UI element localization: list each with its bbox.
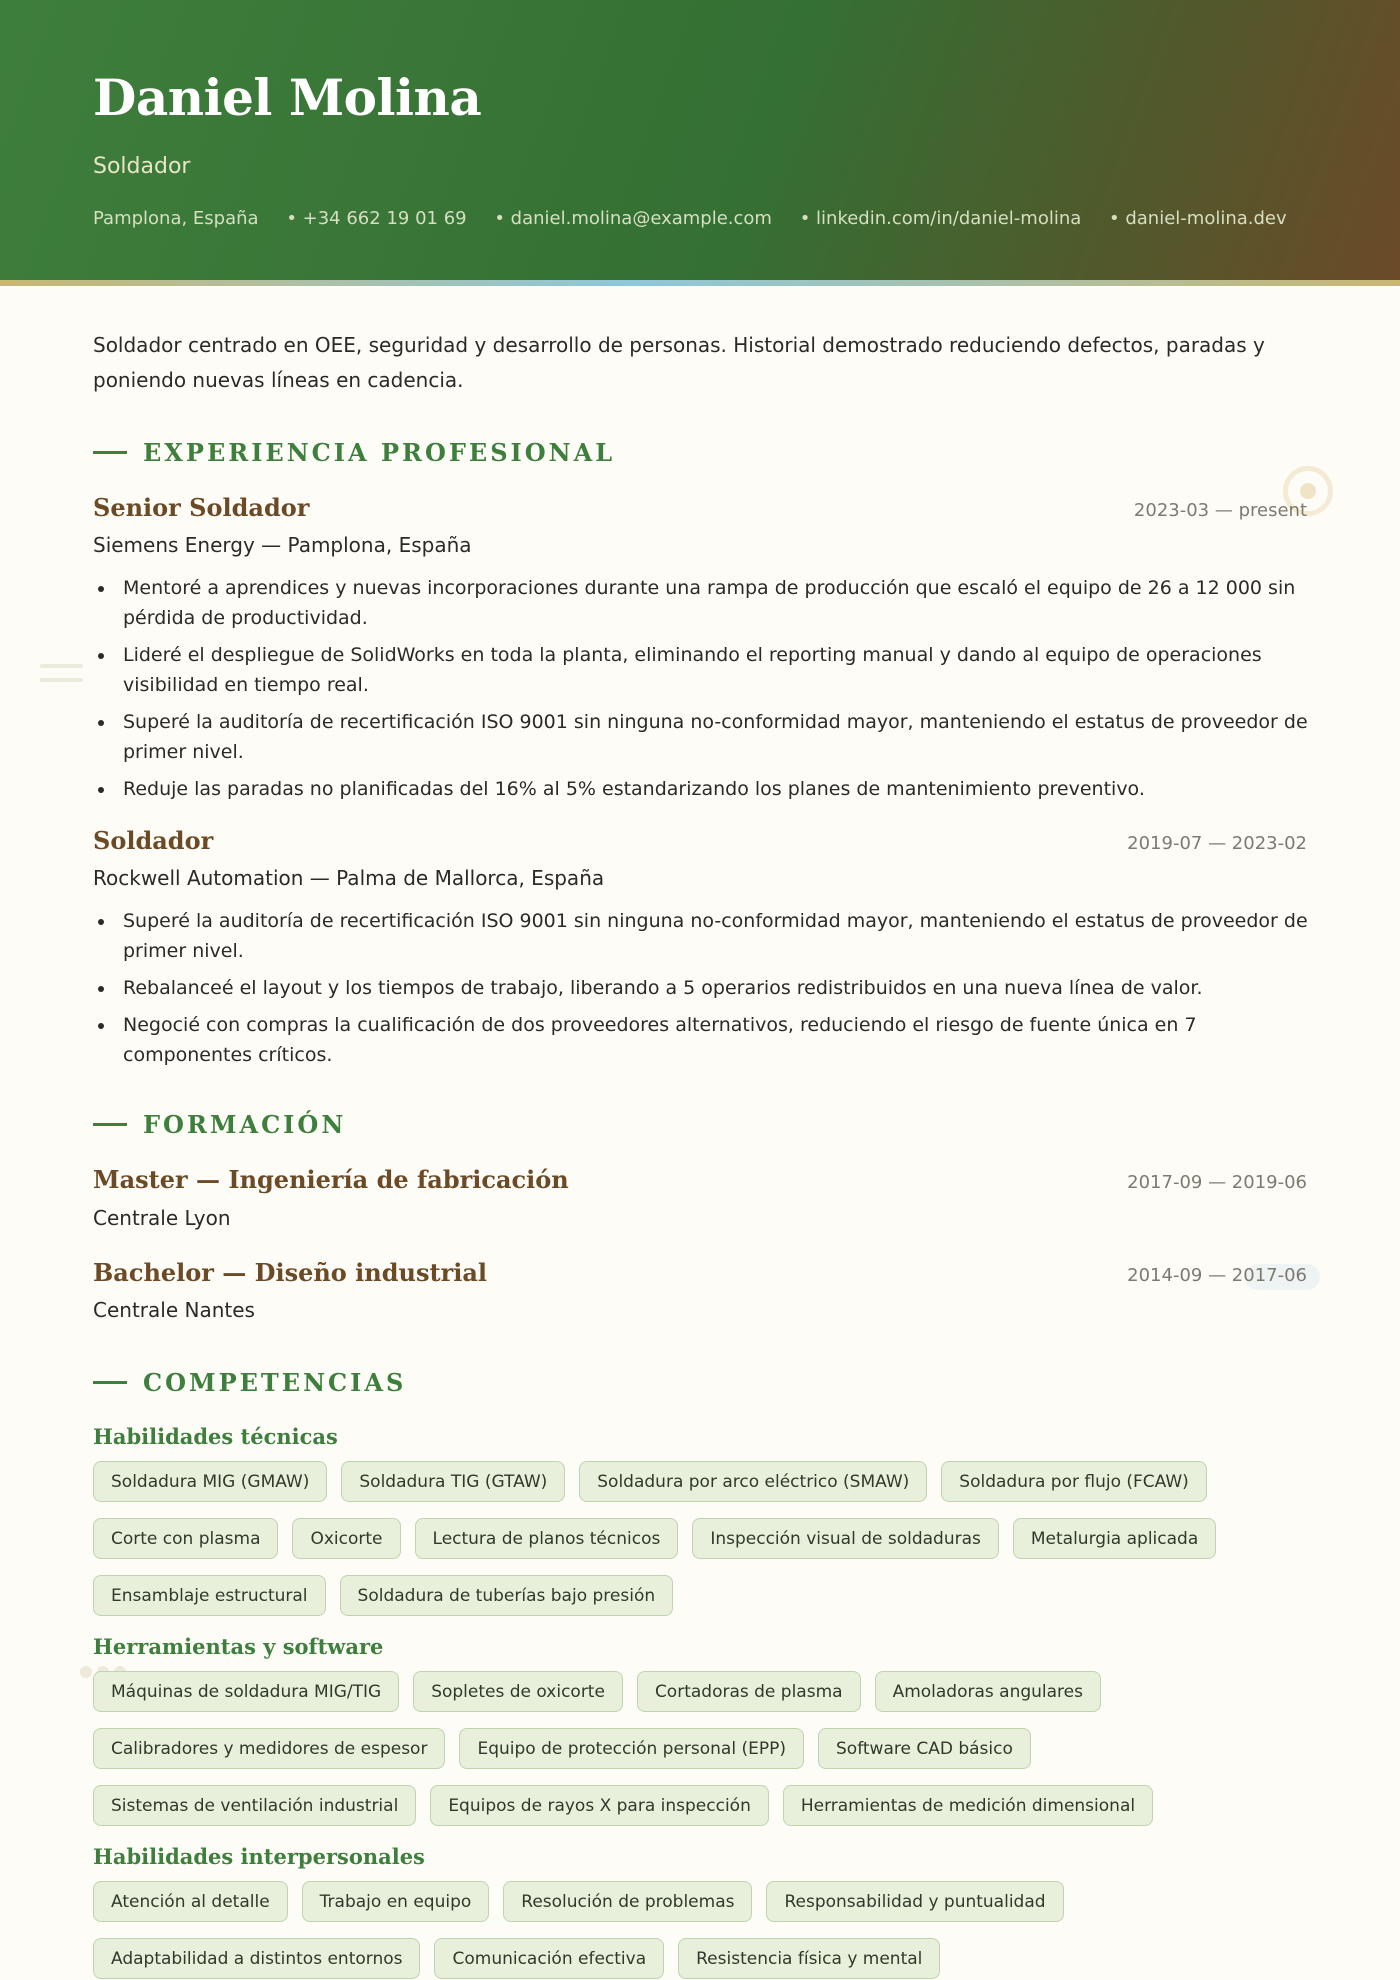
section-title-education bbox=[93, 1110, 346, 1139]
header-banner bbox=[0, 0, 1400, 280]
skill-chip: Resistencia física y mental bbox=[678, 1938, 940, 1979]
job-title: Senior Soldador bbox=[93, 493, 310, 522]
skill-chip: Soldadura de tuberías bajo presión bbox=[340, 1575, 674, 1616]
skill-chip: Cortadoras de plasma bbox=[637, 1671, 861, 1712]
job-bullet: Mentoré a aprendices y nuevas incorporaciones durante una rampa de producción que escaló el equipo de 26 a 12 000 sin pérdida de productividad. bbox=[93, 573, 1313, 633]
job-dates: 2019-07 — 2023-02 bbox=[1127, 833, 1307, 854]
skills-group-title: Herramientas y software bbox=[93, 1634, 384, 1659]
decorative-lines bbox=[40, 664, 83, 692]
candidate-role: Soldador bbox=[93, 154, 191, 179]
job-bullet: Superé la auditoría de recertificación ISO 9001 sin ninguna no-conformidad mayor, manteniendo el estatus de proveedor de primer nivel. bbox=[93, 906, 1313, 966]
job-company: Rockwell Automation — Palma de Mallorca, España bbox=[93, 866, 605, 890]
skill-chip: Sistemas de ventilación industrial bbox=[93, 1785, 416, 1826]
skill-chip: Adaptabilidad a distintos entornos bbox=[93, 1938, 420, 1979]
education-dates: 2014-09 — 2017-06 bbox=[1127, 1265, 1307, 1286]
job-bullets bbox=[93, 573, 1313, 811]
education-title: Bachelor — Diseño industrial bbox=[93, 1258, 487, 1287]
skills-group-title: Habilidades técnicas bbox=[93, 1424, 338, 1449]
skill-chip: Calibradores y medidores de espesor bbox=[93, 1728, 445, 1769]
job-dates: 2023-03 — present bbox=[1133, 500, 1307, 521]
skill-chip: Equipo de protección personal (EPP) bbox=[459, 1728, 804, 1769]
profile-summary: Soldador centrado en OEE, seguridad y desarrollo de personas. Historial demostrado reduciendo defectos, paradas y poniendo nuevas líneas en cadencia. bbox=[93, 333, 1265, 392]
skill-chip: Metalurgia aplicada bbox=[1013, 1518, 1216, 1559]
skill-chip: Soldadura por arco eléctrico (SMAW) bbox=[579, 1461, 927, 1502]
skill-chip: Software CAD básico bbox=[818, 1728, 1031, 1769]
section-rule bbox=[93, 1123, 127, 1126]
section-title-skills bbox=[93, 1368, 406, 1397]
skill-chip: Equipos de rayos X para inspección bbox=[430, 1785, 769, 1826]
skill-chip: Inspección visual de soldaduras bbox=[692, 1518, 999, 1559]
skill-chip: Comunicación efectiva bbox=[434, 1938, 664, 1979]
skill-chip: Atención al detalle bbox=[93, 1881, 288, 1922]
contact-phone[interactable]: • +34 662 19 01 69 bbox=[286, 208, 467, 229]
skills-technical-list bbox=[93, 1461, 1323, 1616]
contact-location: Pamplona, España bbox=[93, 208, 259, 229]
education-dates: 2017-09 — 2019-06 bbox=[1127, 1172, 1307, 1193]
job-bullet: Superé la auditoría de recertificación ISO 9001 sin ninguna no-conformidad mayor, manteniendo el estatus de proveedor de primer nivel. bbox=[93, 707, 1313, 767]
skill-chip: Amoladoras angulares bbox=[875, 1671, 1101, 1712]
education-title: Master — Ingeniería de fabricación bbox=[93, 1165, 569, 1194]
skills-soft-list bbox=[93, 1881, 1323, 1979]
skill-chip: Soldadura MIG (GMAW) bbox=[93, 1461, 327, 1502]
skill-chip: Soldadura TIG (GTAW) bbox=[341, 1461, 565, 1502]
header-accent-bar bbox=[0, 280, 1400, 286]
skills-group-title: Habilidades interpersonales bbox=[93, 1844, 425, 1869]
contact-website[interactable]: • daniel-molina.dev bbox=[1109, 208, 1287, 229]
job-company: Siemens Energy — Pamplona, España bbox=[93, 533, 472, 557]
skill-chip: Trabajo en equipo bbox=[302, 1881, 490, 1922]
education-school: Centrale Nantes bbox=[93, 1298, 255, 1322]
skill-chip: Lectura de planos técnicos bbox=[415, 1518, 679, 1559]
skill-chip: Oxicorte bbox=[292, 1518, 400, 1559]
skill-chip: Resolución de problemas bbox=[503, 1881, 752, 1922]
job-bullet: Negocié con compras la cualificación de dos proveedores alternativos, reduciendo el riesgo de fuente única en 7 componentes críticos. bbox=[93, 1010, 1313, 1070]
job-bullet: Lideré el despliegue de SolidWorks en toda la planta, eliminando el reporting manual y dando al equipo de operaciones visibilidad en tiempo real. bbox=[93, 640, 1313, 700]
job-bullets bbox=[93, 906, 1313, 1077]
job-bullet: Reduje las paradas no planificadas del 16% al 5% estandarizando los planes de mantenimiento preventivo. bbox=[93, 774, 1313, 804]
skill-chip: Responsabilidad y puntualidad bbox=[766, 1881, 1063, 1922]
section-title-experience bbox=[93, 438, 615, 467]
skill-chip: Máquinas de soldadura MIG/TIG bbox=[93, 1671, 399, 1712]
contact-line bbox=[93, 208, 1309, 229]
skill-chip: Sopletes de oxicorte bbox=[413, 1671, 623, 1712]
skill-chip: Soldadura por flujo (FCAW) bbox=[941, 1461, 1207, 1502]
contact-linkedin[interactable]: • linkedin.com/in/daniel-molina bbox=[799, 208, 1082, 229]
education-school: Centrale Lyon bbox=[93, 1206, 231, 1230]
section-title-text: EXPERIENCIA PROFESIONAL bbox=[143, 438, 616, 467]
skills-tools-list bbox=[93, 1671, 1323, 1826]
section-rule bbox=[93, 1381, 127, 1384]
contact-email[interactable]: • daniel.molina@example.com bbox=[494, 208, 772, 229]
job-title: Soldador bbox=[93, 826, 214, 855]
skill-chip: Corte con plasma bbox=[93, 1518, 278, 1559]
section-rule bbox=[93, 451, 127, 454]
candidate-name: Daniel Molina bbox=[93, 68, 482, 127]
job-bullet: Rebalanceé el layout y los tiempos de trabajo, liberando a 5 operarios redistribuidos en una nueva línea de valor. bbox=[93, 973, 1313, 1003]
section-title-text: COMPETENCIAS bbox=[143, 1368, 407, 1397]
skill-chip: Herramientas de medición dimensional bbox=[783, 1785, 1153, 1826]
skill-chip: Ensamblaje estructural bbox=[93, 1575, 326, 1616]
section-title-text: FORMACIÓN bbox=[143, 1110, 347, 1139]
